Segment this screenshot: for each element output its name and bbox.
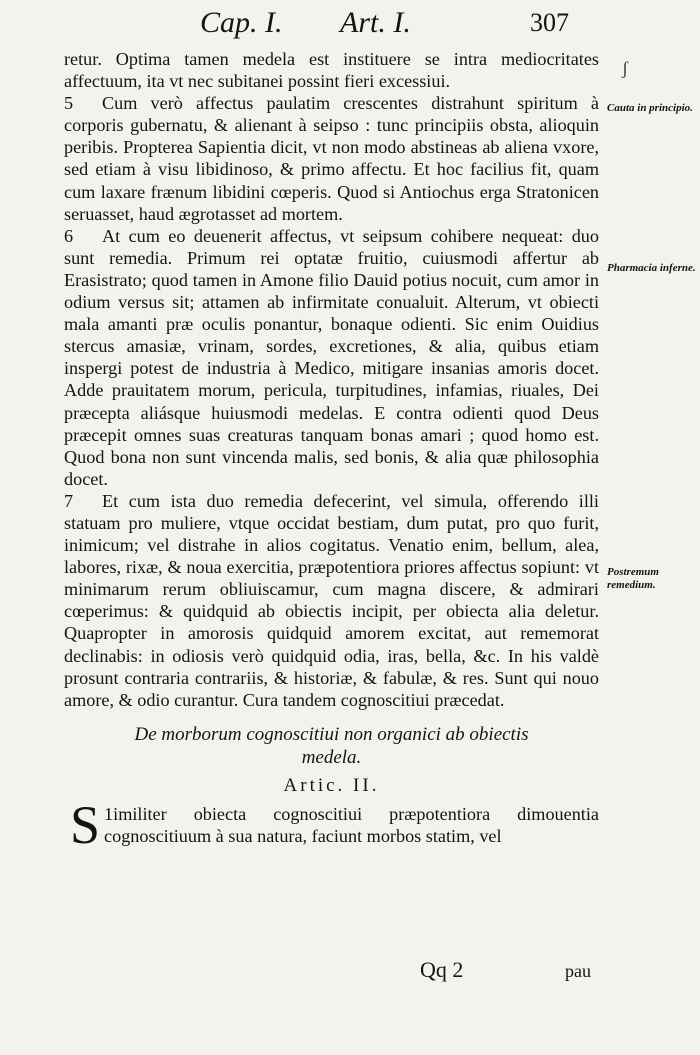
chapter-label: Cap. I.: [200, 6, 283, 39]
drop-capital: S: [70, 794, 101, 855]
catchword: pau: [565, 961, 591, 981]
paragraph-7: [64, 490, 599, 711]
running-header: [190, 6, 610, 46]
paragraph-text: imiliter obiecta cognoscitiui præpotentiora dimouentia cognoscitiuum à sua natura, faciunt morbos statim, vel: [104, 803, 599, 846]
paragraph-number: 7: [64, 490, 74, 511]
paragraph-number: 6: [64, 225, 74, 246]
margin-note-postremum: Postremum remedium.: [607, 566, 659, 591]
ink-mark: ʃ: [622, 58, 628, 78]
margin-note-pharmacia: Pharmacia inferne.: [607, 262, 696, 274]
paragraph-text: Cum verò affectus paulatim crescentes distrahunt spiritum à corporis gubernatu, & alienant à seipso : tunc principiis obsta, alioquin peribis. Propterea Sapientia dicit, vt non modo abstineas ab aliena vxore, sed etiam à visu libidinoso, & primo affectu. Et hoc facilius fit, quam cum laxare frænum libidini cœperis. Quod si Antiochus erga Stratonicen seruasset, haud ægrotasset ad mortem.: [64, 93, 599, 224]
paragraph-art2-1: [64, 794, 599, 855]
paragraph-number: 1: [104, 803, 114, 824]
paragraph-6: [64, 225, 599, 490]
paragraph-0: [64, 48, 599, 92]
article-heading: Artic. II.: [283, 774, 380, 796]
margin-note-cauta: Cauta in principio.: [607, 102, 693, 114]
article-label: Art. I.: [340, 6, 411, 39]
page-number: 307: [530, 8, 569, 37]
body-text: [64, 48, 599, 855]
signature-mark: Qq 2: [420, 957, 464, 982]
paragraph-text: retur. Optima tamen medela est instituere se intra mediocritates affectuum, ita vt nec subitanei possint fieri excessiui.: [64, 49, 599, 92]
section-heading: De morborum cognoscitiui non organici ab obiectis medela.: [134, 723, 529, 768]
paragraph-text: At cum eo deuenerit affectus, vt seipsum cohibere nequeat: duo sunt remedia. Primum rei optatæ fruitio, cuiusmodi affertur ab Erasistrato; quod tamen in Amone filio Dauid potius nocuit, cum amor in odium versus sit; attamen ab infirmitate conualuit. Alterum, vt obiecti mala amanti præ oculis ponantur, bonaque odienti. Sic enim Ouidius stercus amasiæ, vrinam, sordes, excretiones, & alia, quibus etiam inspergi potest de industria à Medico, mitigare insanias amoris docet. Adde prauitatem morum, pericula, turpitudines, infamias, riuales, Dei præcepta aliásque huiusmodi medelas. E contra odienti quod Deus præcepit omnes suas creaturas tanquam bonas amari ; quod homo est. Quod bona non sunt vincenda malis, sed bonis, & alia quæ philosophia docet.: [64, 225, 599, 489]
paragraph-number: 5: [64, 93, 74, 114]
paragraph-5: [64, 92, 599, 225]
paragraph-text: Et cum ista duo remedia defecerint, vel simula, offerendo illi statuam pro muliere, vtque occidat bestiam, dum putat, pro quo furit, inimicum; vel distrahe in alios cogitatus. Venatio enim, bellum, alea, labores, rixæ, & noua exercitia, præpotentiora priores affectus sopiunt: vt minimarum rerum obliuiscamur, cum magna discere, & admirari cœperimus: & quidquid ab obiectis incipit, per obiecta alia deletur. Quapropter in amorosis quidquid amorem excitat, aut rememorat declinabis: in odiosis verò quidquid odia, iras, bella, &c. In his valdè prosunt contraria contrariis, & historiæ, & fabulæ, & res. Sunt qui nouo amore, & odio curantur. Cura tandem cognoscitiui præcedat.: [64, 490, 599, 710]
